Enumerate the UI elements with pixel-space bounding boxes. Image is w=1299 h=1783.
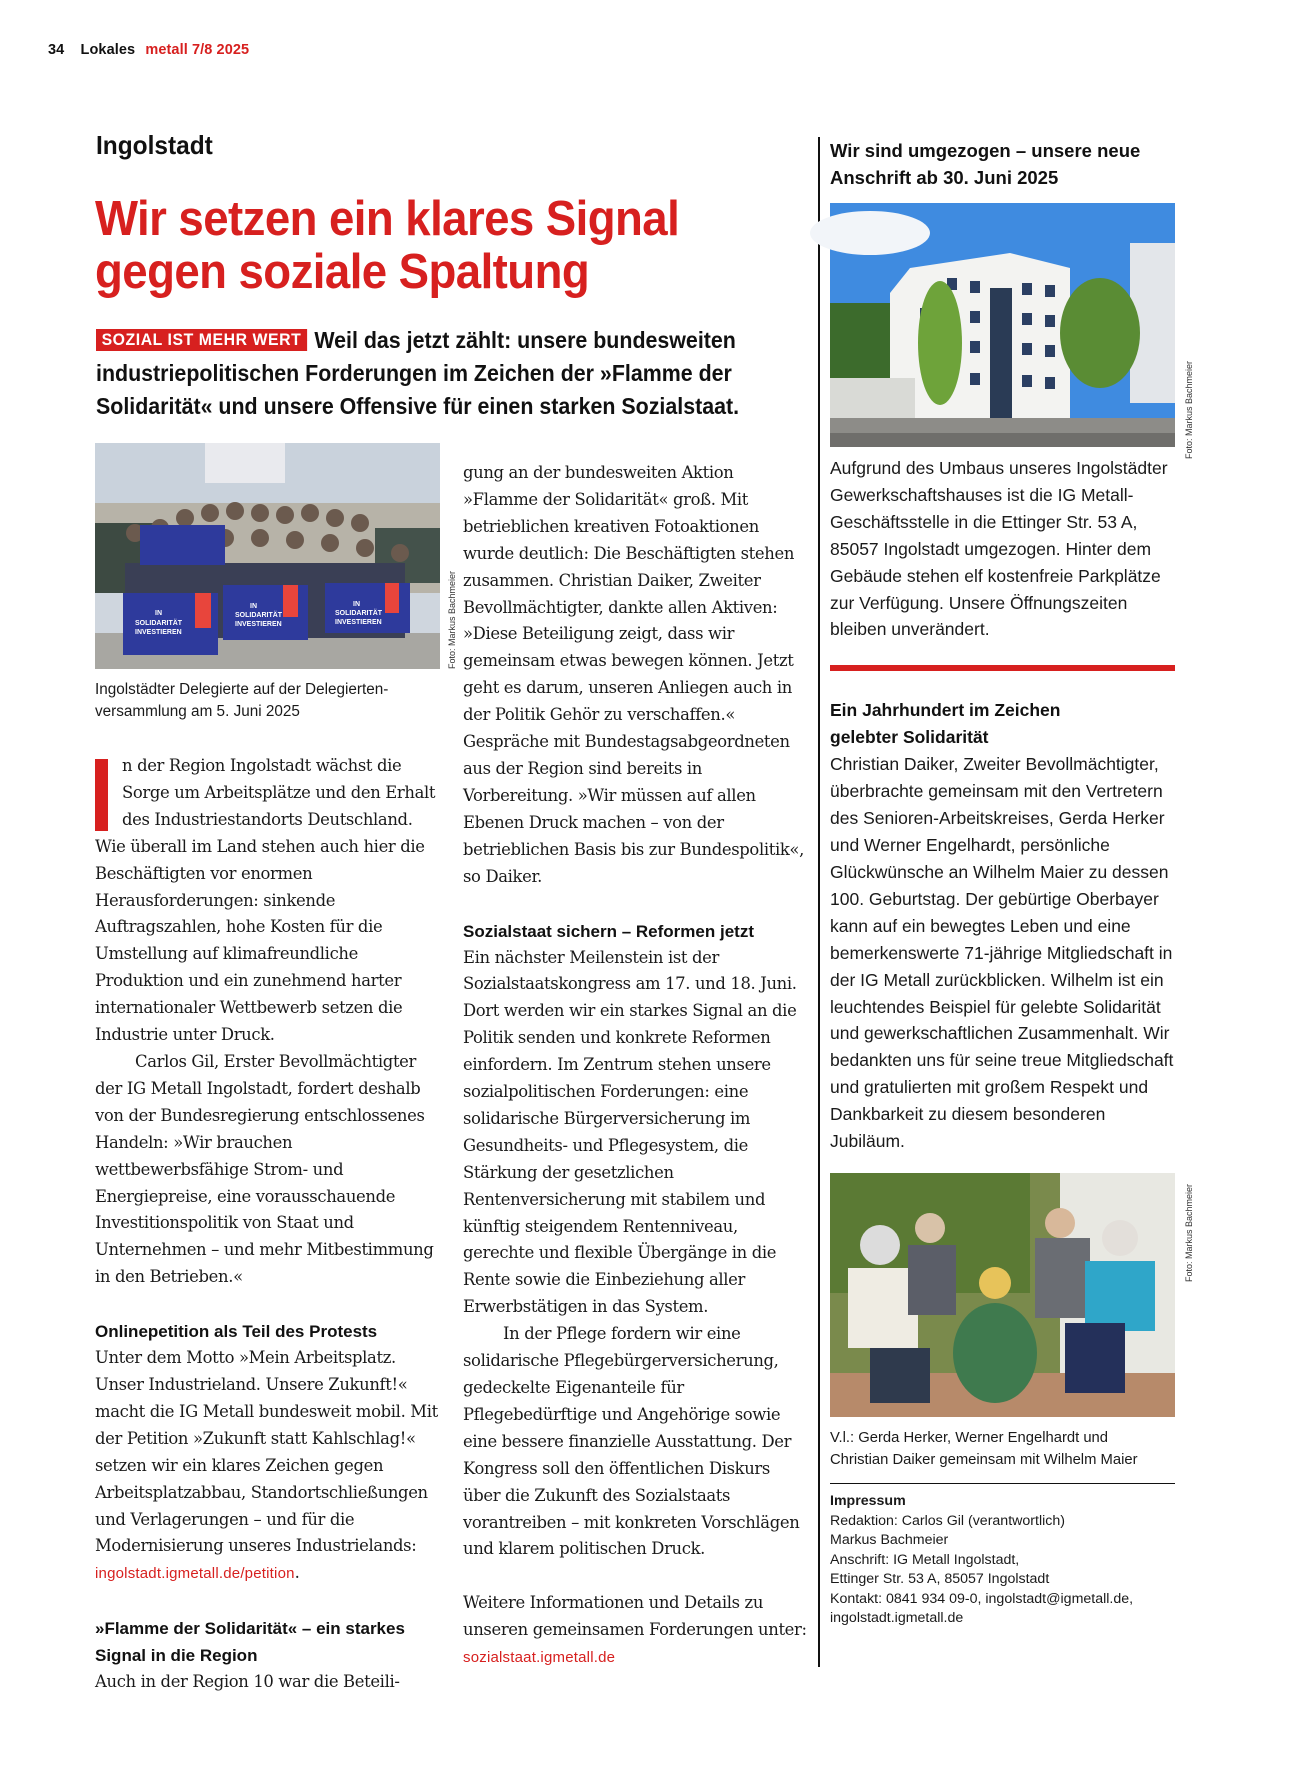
deck-text: Weil das jetzt zählt: unsere bundesweiten industriepolitischen Forderungen im Zeichen der »Flamme der Solidarität« und unsere Offensive für einen starken Sozialstaat. (96, 327, 740, 419)
svg-text:IN: IN (250, 603, 257, 610)
delegates-photo-image (95, 443, 440, 669)
svg-text:SOLIDARITÄT: SOLIDARITÄT (235, 612, 283, 619)
drop-cap-bar (95, 759, 108, 831)
flamme-text-continued: gung an der bundesweiten Aktion »Flamme der Solidarität« groß. Mit betrieblichen kreativen Fotoaktionen wurde deutlich: Die Beschäftigten stehen zusammen. Christian Daiker, Zweiter Bevollmächtigter, dankte allen Aktiven: »Diese Beteiligung zeigt, dass wir gemeinsam etwas bewegen können. Jetzt geht es darum, unseren Anliegen auch in der Politik Gehör zu verschaffen.« Gespräche mit Bundestagsabgeordneten aus der Region sind bereits in Vorbereitung. »Wir müssen auf allen Ebenen Druck machen – von der betrieblichen Basis bis zur Bundespolitik«, so Daiker. (463, 463, 804, 886)
impressum-line: ingolstadt.igmetall.de (830, 1610, 964, 1627)
photo-credit: Foto: Markus Bachmeier (447, 570, 457, 669)
building-photo-credit: Foto: Markus Bachmeier (1184, 360, 1194, 459)
article-column-1 (95, 443, 457, 1696)
svg-text:INVESTIEREN: INVESTIEREN (135, 629, 182, 636)
impressum-heading: Impressum (830, 1493, 906, 1510)
sozialstaat-text: Ein nächster Meilenstein ist der Sozialstaatskongress am 17. und 18. Juni. Dort werden wir ein starkes Signal an die Politik senden und konkrete Reformen einfordern. Im Zentrum stehen unsere sozialpolitischen Forderungen: eine solidarische Bürgerversicherung im Gesundheits- und Pflegesystem, die Stärkung der gesetzlichen Rentenversicherung mit stabilem und künftig steigendem Rentenniveau, gerechte und flexible Übergänge in die Rente sowie die Einbeziehung aller Erwerbstätigen in das System. (463, 947, 797, 1317)
jubilee-photo-image (830, 1173, 1175, 1417)
section-name: Lokales (80, 42, 136, 58)
article-deck (96, 324, 803, 423)
petition-period: . (294, 1563, 300, 1583)
intro-paragraph-2-text: Carlos Gil, Erster Bevollmächtigter der IG Metall Ingolstadt, fordert deshalb von der Bundesregierung entschlossenes Handeln: »Wir brauchen wettbewerbsfähige Strom- und Energiepreise, eine vorausschauende Investitionspolitik von Staat und Unternehmen – und mehr Mitbestimmung in den Betrieben.« (95, 1051, 434, 1287)
jubilee-photo (830, 1173, 1175, 1417)
more-info (463, 1590, 808, 1672)
moved-heading: Wir sind umgezogen – unsere neue Anschrift ab 30. Juni 2025 (830, 140, 1141, 188)
svg-text:INVESTIEREN: INVESTIEREN (235, 621, 282, 628)
sozialstaat-link[interactable]: sozialstaat.igmetall.de (463, 1649, 616, 1667)
campaign-tag: SOZIAL IST MEHR WERT (96, 329, 307, 351)
flamme-text-start: Auch in der Region 10 war die Beteili- (95, 1672, 400, 1692)
building-photo (830, 203, 1175, 447)
column-divider (818, 137, 820, 1667)
impressum-line: Markus Bachmeier (830, 1532, 949, 1549)
impressum (830, 1492, 1175, 1629)
jubilee-caption: V.l.: Gerda Herker, Werner Engelhardt und Christian Daiker gemeinsam mit Wilhelm Maier (830, 1429, 1138, 1468)
petition-heading: Onlinepetition als Teil des Protests (95, 1322, 378, 1342)
magazine-issue: metall 7/8 2025 (145, 42, 250, 58)
svg-text:IN: IN (353, 601, 360, 608)
impressum-line: Ettinger Str. 53 A, 85057 Ingolstadt (830, 1571, 1050, 1588)
headline-line-2: gegen soziale Spaltung (95, 245, 590, 299)
sozialstaat-text-2-body: In der Pflege fordern wir eine solidarische Pflegebürgerversicherung, gedeckelte Eigenanteile für Pflegebedürftige und Angehörige sowie eine bessere finanzielle Ausstattung. Der Kongress soll den öffentlichen Diskurs über die Zukunft des Sozialstaats vorantreiben – mit konkreten Vorschlägen und klarem politischen Druck. (463, 1324, 800, 1559)
svg-text:INVESTIEREN: INVESTIEREN (335, 619, 382, 626)
headline-line-1: Wir setzen ein klares Signal (95, 192, 680, 246)
svg-text:SOLIDARITÄT: SOLIDARITÄT (335, 610, 383, 617)
petition-link[interactable]: ingolstadt.igmetall.de/petition (95, 1565, 295, 1583)
impressum-divider (830, 1483, 1175, 1485)
svg-text:IN: IN (155, 610, 162, 617)
svg-text:SOLIDARITÄT: SOLIDARITÄT (135, 620, 183, 627)
jubilee-text: Christian Daiker, Zweiter Bevollmächtigter, überbrachte gemeinsam mit den Vertretern des Senioren-Arbeitskreises, Gerda Herker und Werner Engelhardt, persönliche Glückwünsche an Wilhelm Maier zu dessen 100. Geburtstag. Der gebürtige Oberbayer kann auf ein bewegtes Leben und eine bemerkenswerte 71-jährige Mitgliedschaft in der IG Metall zurückblicken. Wilhelm ist ein leuchtendes Beispiel für gelebte Solidarität und gewerkschaftlichen Zusammenhalt. Wir bedankten uns für seine treue Mitgliedschaft und gratulierten mit großem Respekt und Dankbarkeit zu diesem besonderen Jubiläum. (830, 754, 1174, 1152)
jubilee-heading: Ein Jahrhundert im Zeichen gelebter Solidarität (830, 700, 1061, 748)
article-column-2 (463, 460, 808, 1672)
more-info-text: Weitere Informationen und Details zu unseren gemeinsamen Forderungen unter: (463, 1593, 807, 1640)
article-kicker: Ingolstadt (96, 130, 213, 160)
delegates-photo (95, 443, 457, 669)
impressum-line: Redaktion: Carlos Gil (verantwortlich) (830, 1512, 1065, 1529)
intro-paragraph (95, 753, 440, 1049)
moved-text: Aufgrund des Umbaus unseres Ingolstädter Gewerkschaftshauses ist die IG Metall-Geschäftsstelle in die Ettinger Str. 53 A, 85057 Ingolstadt umgezogen. Hinter dem Gebäude stehen elf kostenfreie Parkplätze zur Verfügung. Unsere Öffnungszeiten bleiben unverändert. (830, 458, 1168, 640)
petition-body: Unter dem Motto »Mein Arbeitsplatz. Unser Industrieland. Unsere Zukunft!« macht die IG Metall bundesweit mobil. Mit der Petition »Zukunft statt Kahlschlag!« setzen wir ein klares Zeichen gegen Arbeitsplatzabbau, Standortschließungen und Verlagerungen – und für die Modernisierung unseres Industrielands: (95, 1348, 438, 1556)
photo-caption: Ingolstädter Delegierte auf der Delegiertenversammlung am 5. Juni 2025 (95, 681, 389, 720)
jubilee-photo-credit: Foto: Markus Bachmeier (1184, 1183, 1194, 1282)
intro-text: n der Region Ingolstadt wächst die Sorge um Arbeitsplätze und den Erhalt des Industriestandorts Deutschland. Wie überall im Land stehen auch hier die Beschäftigten vor enormen Herausforderungen: sinkende Auftragszahlen, hohe Kosten für die Umstellung auf klimafreundliche Produktion und ein zunehmend harter internationaler Wettbewerb setzen die Industrie unter Druck. (95, 756, 436, 1045)
sidebar (830, 137, 1194, 1629)
building-photo-image (830, 203, 1175, 447)
page-number: 34 (48, 42, 65, 58)
petition-text (95, 1345, 440, 1588)
sozialstaat-text-2 (463, 1321, 808, 1563)
article-headline (95, 193, 765, 299)
intro-paragraph-2 (95, 1049, 440, 1291)
sozialstaat-heading: Sozialstaat sichern – Reformen jetzt (463, 921, 754, 941)
impressum-line: Kontakt: 0841 934 09-0, ingolstadt@igmetall.de, (830, 1590, 1134, 1607)
impressum-line: Anschrift: IG Metall Ingolstadt, (830, 1551, 1020, 1568)
flamme-heading: »Flamme der Solidarität« – ein starkes Signal in die Region (95, 1619, 405, 1666)
running-head (48, 42, 249, 58)
